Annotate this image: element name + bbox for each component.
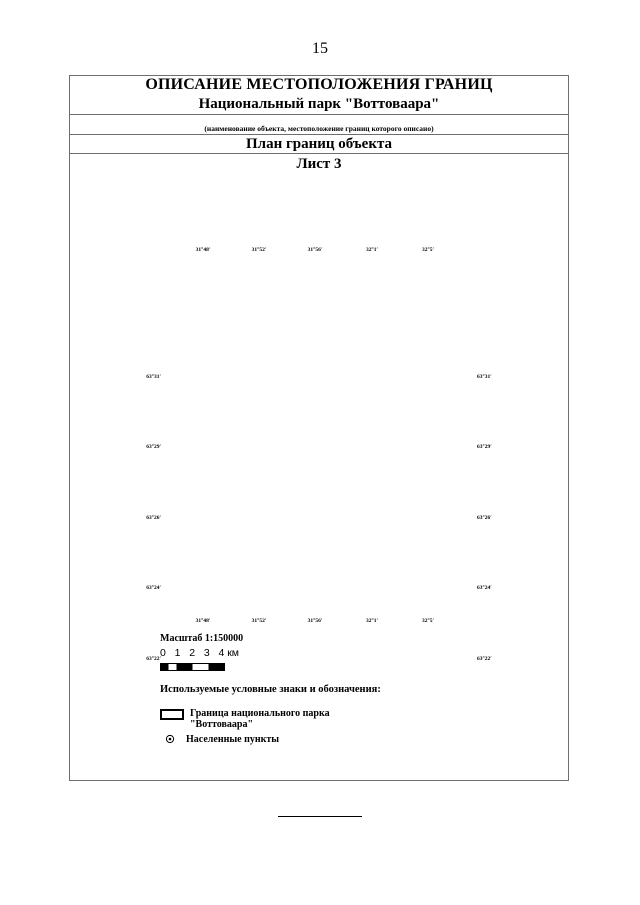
longitude-label-bottom: 31°52′ — [251, 618, 267, 624]
scale-tick: 2 — [189, 647, 196, 659]
scale-tick: 0 — [160, 647, 166, 659]
longitude-label-bottom: 32°5′ — [422, 618, 434, 624]
scale-label: Масштаб 1:150000 — [160, 633, 244, 644]
longitude-label-top: 31°48′ — [195, 247, 211, 253]
legend-settlement-text: Населенные пункты — [186, 734, 280, 745]
sheet-title: Лист 3 — [296, 156, 342, 172]
scale-tick: 3 — [203, 647, 210, 659]
longitude-label-top: 31°52′ — [251, 247, 267, 253]
legend-boundary — [160, 708, 330, 730]
longitude-label-top: 32°1′ — [366, 247, 378, 253]
scale-unit: км — [227, 647, 240, 659]
divider — [70, 134, 568, 135]
boundary-swatch-icon — [160, 709, 184, 720]
legend-title: Используемые условные знаки и обозначения: — [160, 684, 381, 695]
divider — [70, 153, 568, 154]
object-name: Национальный парк "Воттоваара" — [198, 96, 440, 112]
longitude-label-top: 32°5′ — [422, 247, 434, 253]
latitude-label-right: 63°24′ — [477, 585, 492, 591]
divider — [70, 114, 568, 115]
scale-ticks — [160, 647, 243, 659]
scale-bar — [160, 663, 232, 672]
settlement-icon — [160, 734, 180, 744]
scale-block — [160, 633, 243, 677]
legend-boundary-text: "Воттоваара" — [190, 719, 254, 730]
legend-boundary-text: Граница национального парка — [190, 708, 330, 719]
plan-title: План границ объекта — [245, 136, 393, 152]
document-title: ОПИСАНИЕ МЕСТОПОЛОЖЕНИЯ ГРАНИЦ — [145, 76, 493, 93]
footer-rule — [278, 816, 362, 817]
longitude-label-top: 31°56′ — [307, 247, 323, 253]
object-caption: (наименование объекта, местоположение границ которого описано) — [204, 124, 434, 133]
latitude-label-left: 63°22′ — [146, 656, 161, 662]
longitude-label-bottom: 31°56′ — [307, 618, 323, 624]
latitude-label-right: 63°29′ — [477, 444, 492, 450]
longitude-label-bottom: 31°48′ — [195, 618, 211, 624]
latitude-label-right: 63°26′ — [477, 515, 492, 521]
document-frame — [69, 75, 569, 781]
latitude-label-left: 63°31′ — [146, 374, 161, 380]
longitude-label-bottom: 32°1′ — [366, 618, 378, 624]
latitude-label-left: 63°24′ — [146, 585, 161, 591]
latitude-label-right: 63°31′ — [477, 374, 492, 380]
legend-settlement — [160, 734, 279, 745]
latitude-label-right: 63°22′ — [477, 656, 492, 662]
scale-tick: 1 — [174, 647, 181, 659]
latitude-label-left: 63°26′ — [146, 515, 161, 521]
latitude-label-left: 63°29′ — [146, 444, 161, 450]
scale-tick: 4 — [218, 647, 225, 659]
page-number: 15 — [312, 40, 328, 57]
